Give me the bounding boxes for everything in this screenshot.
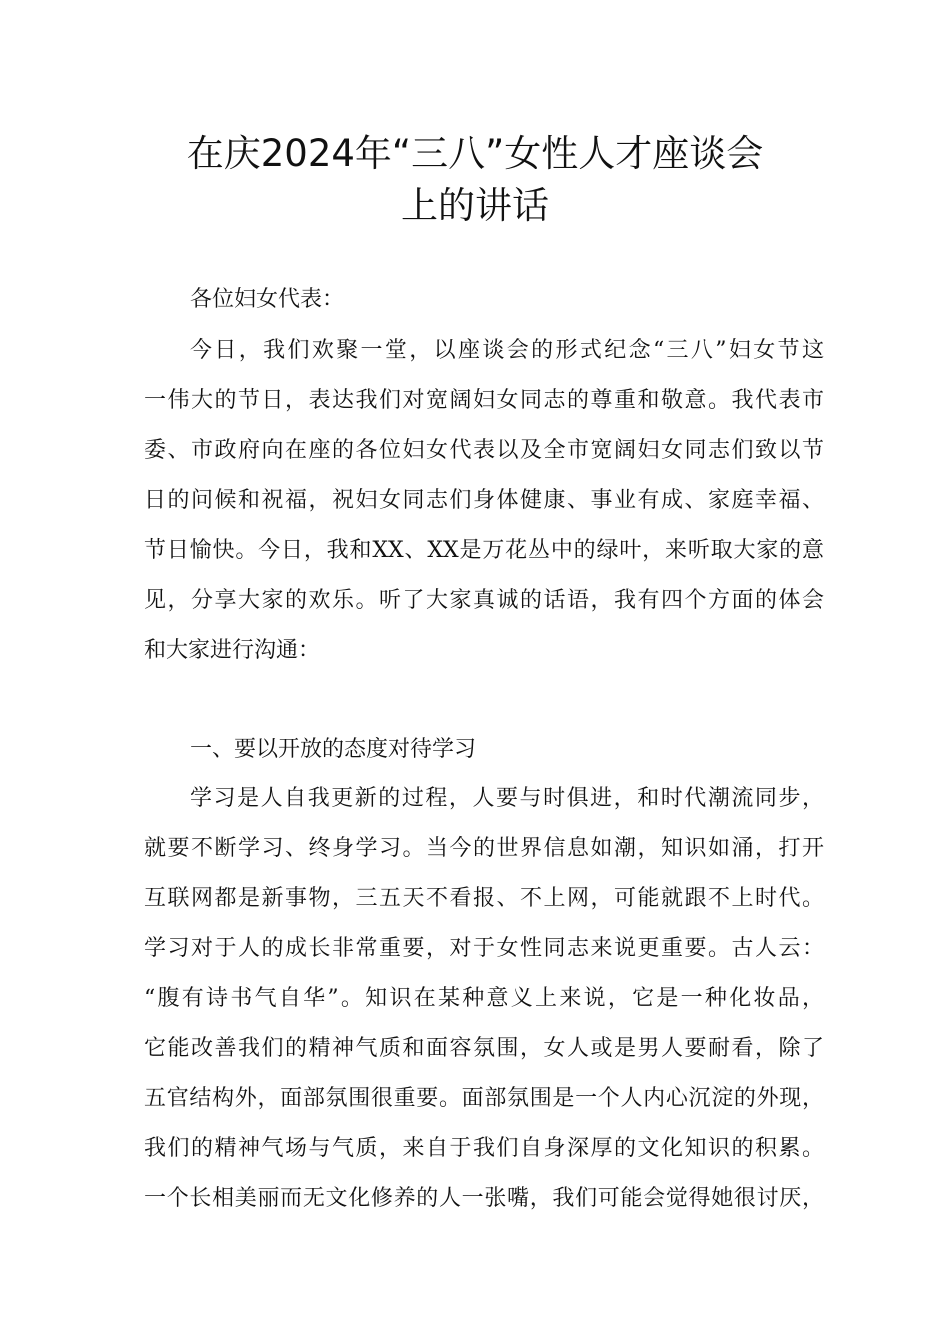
- paragraph-line: 节日愉快。今日，我和XX、XX是万花丛中的绿叶，来听取大家的意: [144, 538, 824, 563]
- paragraph-line: 互联网都是新事物，三五天不看报、不上网，可能就跟不上时代。: [144, 886, 824, 911]
- paragraph-line: 委、市政府向在座的各位妇女代表以及全市宽阔妇女同志们致以节: [144, 438, 824, 463]
- paragraph-line: 它能改善我们的精神气质和面容氛围，女人或是男人要耐看，除了: [144, 1036, 824, 1061]
- paragraph-line: 今日，我们欢聚一堂，以座谈会的形式纪念“三八”妇女节这: [190, 338, 824, 363]
- paragraph-line: 一个长相美丽而无文化修养的人一张嘴，我们可能会觉得她很讨厌，: [144, 1186, 824, 1211]
- paragraph-line: 五官结构外，面部氛围很重要。面部氛围是一个人内心沉淀的外现，: [144, 1086, 824, 1111]
- salutation: 各位妇女代表：: [190, 287, 345, 312]
- title-line-1: 在庆2024年“三八”女性人才座谈会: [186, 132, 764, 175]
- paragraph-line: 见，分享大家的欢乐。听了大家真诚的话语，我有四个方面的体会: [144, 588, 824, 613]
- paragraph-line: 学习对于人的成长非常重要，对于女性同志来说更重要。古人云：: [144, 936, 824, 961]
- paragraph-line: 我们的精神气场与气质，来自于我们自身深厚的文化知识的积累。: [144, 1136, 824, 1161]
- title-line-2: 上的讲话: [401, 184, 549, 227]
- paragraph-line: 一伟大的节日，表达我们对宽阔妇女同志的尊重和敬意。我代表市: [144, 388, 824, 413]
- document-title: [110, 128, 840, 232]
- section-heading: 一、要以开放的态度对待学习: [190, 737, 477, 762]
- paragraph-line: 和大家进行沟通：: [144, 638, 321, 663]
- paragraph-line: 就要不断学习、终身学习。当今的世界信息如潮，知识如涌，打开: [144, 836, 824, 861]
- paragraph-line: 学习是人自我更新的过程，人要与时俱进，和时代潮流同步，: [190, 786, 824, 811]
- paragraph-line: “腹有诗书气自华”。知识在某种意义上来说，它是一种化妆品，: [144, 986, 824, 1011]
- paragraph-line: 日的问候和祝福，祝妇女同志们身体健康、事业有成、家庭幸福、: [144, 488, 824, 513]
